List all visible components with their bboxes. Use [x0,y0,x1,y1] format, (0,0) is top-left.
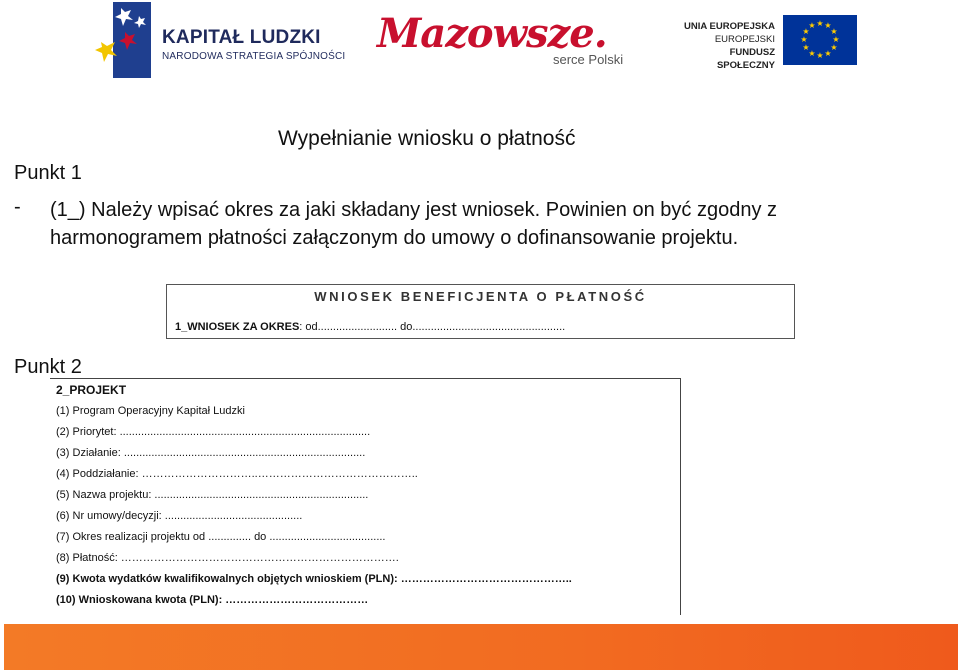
bullet-dash: - [14,196,21,218]
project-item: (2) Priorytet: .................................................................................. [56,426,371,438]
eu-fund-text [673,20,775,72]
svg-text:★: ★ [808,21,816,30]
svg-text:★: ★ [830,43,838,52]
form-header: WNIOSEK BENEFICJENTA O PŁATNOŚĆ [314,289,647,304]
project-item: (9) Kwota wydatków kwalifikowalnych objętych wnioskiem (PLN): ……………………………………….. [56,573,572,585]
mazowsze-logo: Mazowsze. [377,10,607,57]
period-field-label: 1_WNIOSEK ZA OKRES [175,321,300,333]
kapital-ludzki-subtitle: NARODOWA STRATEGIA SPÓJNOŚCI [162,51,346,62]
kapital-ludzki-logo [162,27,345,62]
eu-line3: FUNDUSZ SPOŁECZNY [716,47,775,71]
project-item: (7) Okres realizacji projektu od .............. do ...................................... [56,531,386,543]
section1-label: Punkt 1 [14,162,82,184]
project-header: 2_PROJEKT [56,383,127,397]
project-item: (1) Program Operacyjny Kapitał Ludzki [56,405,245,417]
svg-text:★: ★ [830,27,838,36]
period-field-row [175,321,565,333]
form-excerpt-project [50,378,681,615]
svg-text:★: ★ [824,21,832,30]
project-item: (3) Działanie: ............................................................................... [56,447,366,459]
project-item: (5) Nazwa projektu: ...................................................................... [56,489,369,501]
project-item: (6) Nr umowy/decyzji: ............................................. [56,510,303,522]
logo-banner [95,0,873,80]
eu-flag-icon [783,15,857,65]
project-item: (8) Płatność: …………………………………………………………………. [56,552,399,564]
svg-text:★: ★ [802,27,810,36]
svg-text:★: ★ [802,43,810,52]
svg-text:★: ★ [816,51,824,60]
kapital-ludzki-emblem-icon [95,2,157,80]
svg-text:★: ★ [800,35,808,44]
kapital-ludzki-title: KAPITAŁ LUDZKI [162,27,321,48]
page-title: Wypełnianie wniosku o płatność [278,127,576,150]
section2-label: Punkt 2 [14,356,82,378]
mazowsze-subtitle: serce Polski [553,52,624,67]
project-item: (10) Wnioskowana kwota (PLN): ………………………………… [56,594,369,606]
form-excerpt-header [166,284,795,339]
project-item: (4) Poddziałanie: …………………………..…………………………………….. [56,468,418,480]
footer-bar [4,624,958,670]
svg-text:★: ★ [824,49,832,58]
period-field-rest: : od.......................... do.................................................. [299,321,566,333]
eu-line1: UNIA EUROPEJSKA [684,21,775,32]
eu-line2: EUROPEJSKI [714,34,775,45]
svg-text:★: ★ [832,35,840,44]
svg-text:★: ★ [808,49,816,58]
svg-text:★: ★ [816,19,824,28]
instruction-paragraph: (1_) Należy wpisać okres za jaki składany jest wniosek. Powinien on być zgodny z harmonogramem płatności załączonym do umowy o dofinansowanie projektu. [50,199,778,249]
